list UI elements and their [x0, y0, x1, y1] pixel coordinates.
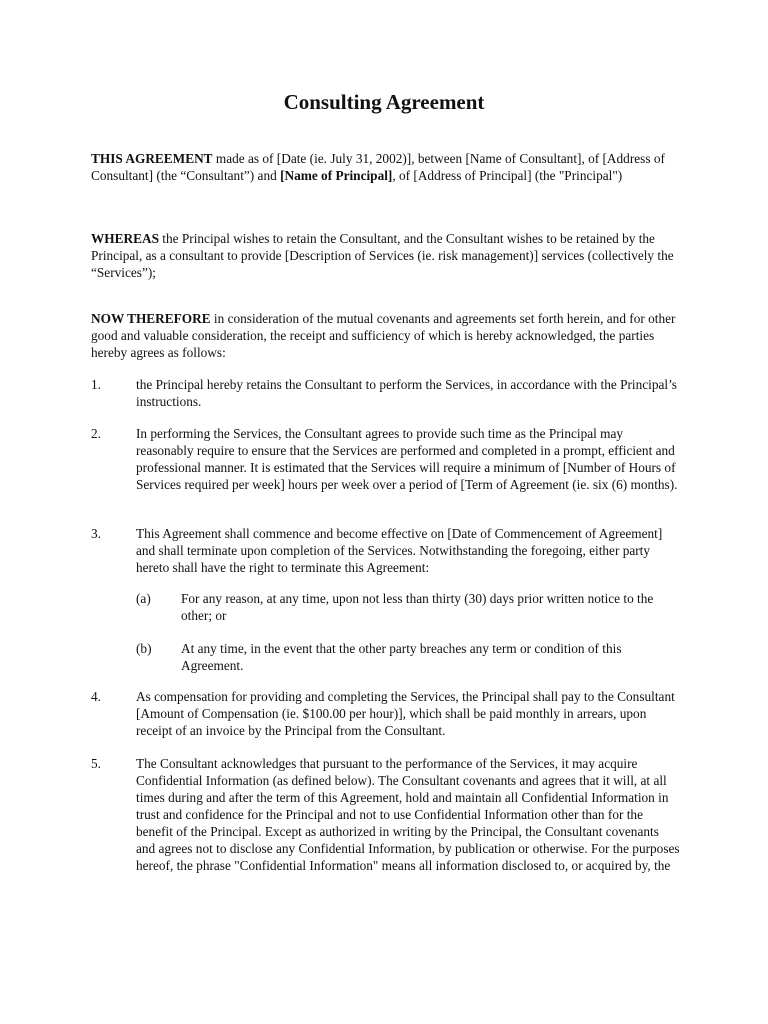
- whereas-paragraph: [91, 230, 683, 281]
- now-therefore-paragraph: [91, 310, 683, 361]
- clause-number: 2.: [91, 426, 101, 441]
- subclause-text: For any reason, at any time, upon not less than thirty (30) days prior written notice to the other; or: [181, 591, 654, 623]
- clause-number: 3.: [91, 526, 101, 541]
- clause-text: As compensation for providing and completing the Services, the Principal shall pay to the Consultant [Amount of Compensation (ie. $100.00 per hour)], which shall be paid monthly in arrears, upon receipt of an invoice by the Principal from the Consultant.: [136, 689, 675, 738]
- document-title: Consulting Agreement: [283, 90, 485, 114]
- clause-text: The Consultant acknowledges that pursuant to the performance of the Services, it may acquire Confidential Information (as defined below). The Consultant covenants and agrees that it will, at all times during and after the term of this Agreement, hold and maintain all Confidential Information in trust and confidence for the Principal and not to use Confidential Information other than for the benefit of the Principal. Except as authorized in writing by the Principal, the Consultant covenants and agrees not to disclose any Confidential Information, by publication or otherwise. For the purposes hereof, the phrase "Confidential Information" means all information disclosed to, or acquired by, the: [136, 756, 680, 873]
- now-therefore-lead: NOW THEREFORE: [91, 311, 211, 326]
- clause-number: 1.: [91, 377, 101, 392]
- subclause-text: At any time, in the event that the other party breaches any term or condition of this Agreement.: [181, 641, 622, 673]
- now-therefore-text: in consideration of the mutual covenants and agreements set forth herein, and for other good and valuable consideration, the receipt and sufficiency of which is hereby acknowledged, the parties hereby agrees as follows:: [91, 311, 676, 360]
- whereas-lead: WHEREAS: [91, 231, 159, 246]
- clause-number: 5.: [91, 756, 101, 771]
- clause-number: 4.: [91, 689, 101, 704]
- intro-lead: THIS AGREEMENT: [91, 151, 213, 166]
- subclause-number: (a): [136, 591, 151, 606]
- whereas-text: the Principal wishes to retain the Consultant, and the Consultant wishes to be retained by the Principal, as a consultant to provide [Description of Services (ie. risk management)] services (collectively the “Services”);: [91, 231, 674, 280]
- intro-principal-name: [Name of Principal]: [280, 168, 393, 183]
- intro-paragraph: [91, 150, 683, 184]
- intro-text-b: , of [Address of Principal] (the "Principal"): [392, 168, 623, 183]
- subclause-number: (b): [136, 641, 152, 656]
- clause-text: the Principal hereby retains the Consultant to perform the Services, in accordance with the Principal’s instructions.: [136, 377, 677, 409]
- clause-text: In performing the Services, the Consultant agrees to provide such time as the Principal may reasonably require to ensure that the Services are performed and completed in a prompt, efficient and professional manner. It is estimated that the Services will require a minimum of [Number of Hours of Services required per week] hours per week over a period of [Term of Agreement (ie. six (6) months).: [136, 426, 678, 492]
- intro-text-a: made as of [Date (ie. July 31, 2002)], between [Name of Consultant], of [Address of Consultant] (the “Consultant”) and: [91, 151, 665, 183]
- clause-text: This Agreement shall commence and become effective on [Date of Commencement of Agreement] and shall terminate upon completion of the Services. Notwithstanding the foregoing, either party hereto shall have the right to terminate this Agreement:: [136, 526, 663, 575]
